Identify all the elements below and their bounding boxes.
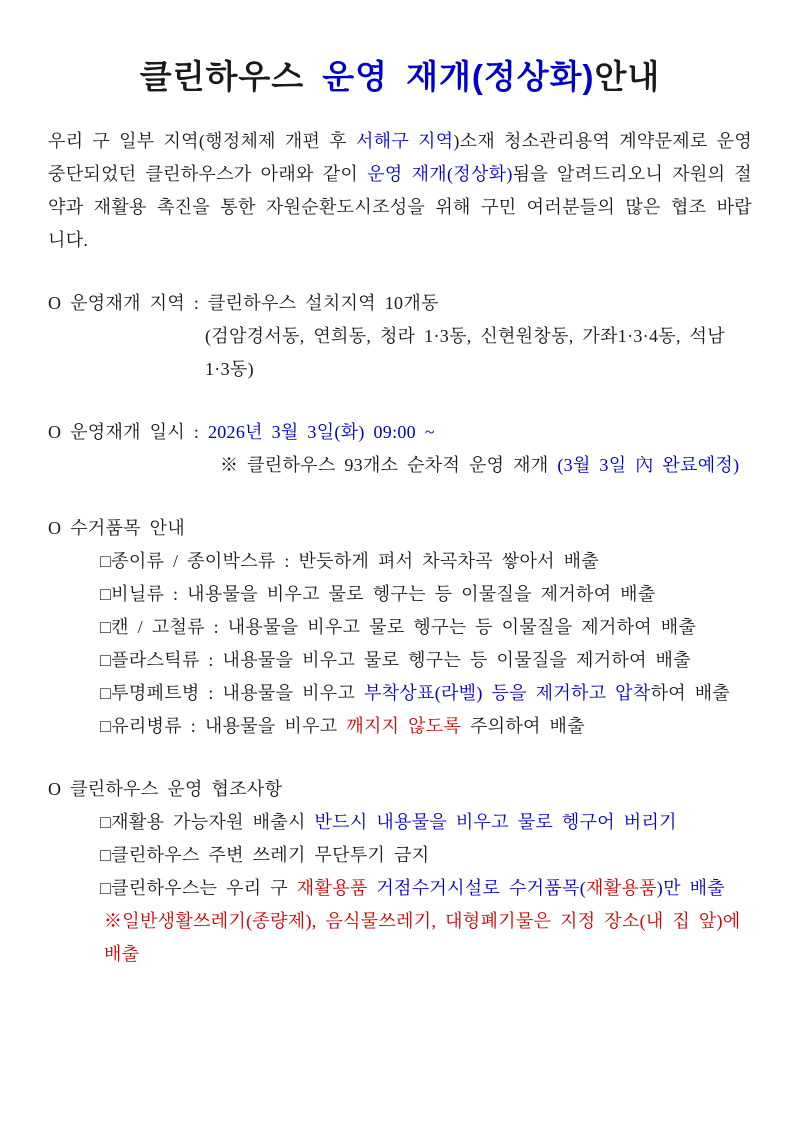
text-segment: O 클린하우스 운영 협조사항: [48, 779, 283, 799]
text-segment: 됨을 알려드리오니 자원의 절약과 재활용 촉진을 통한 자원순환도시조성을 위해 구민 여러분들의 많은 협조 바랍니다.: [48, 164, 752, 250]
document-line: [48, 320, 752, 386]
text-segment: 우리 구 일부 지역(행정체제 개편 후: [48, 131, 356, 151]
document-line: [48, 287, 752, 320]
section-reopen-area: [48, 287, 752, 386]
text-segment: 클린하우스: [139, 58, 323, 95]
document-line: [48, 710, 752, 743]
document-line: [48, 416, 752, 449]
document-line: [48, 773, 752, 806]
text-segment: □캔 / 고철류 : 내용물을 비우고 물로 헹구는 등 이물질을 제거하여 배출: [100, 617, 697, 637]
text-segment: O 수거품목 안내: [48, 518, 186, 538]
text-segment: 깨지지 않도록: [346, 716, 462, 736]
text-segment: 운영 재개(정상화): [322, 58, 595, 95]
text-segment: 주의하여 배출: [461, 716, 585, 736]
text-segment: □유리병류 : 내용물을 비우고: [100, 716, 347, 736]
text-segment: □플라스틱류 : 내용물을 비우고 물로 헹구는 등 이물질을 제거하여 배출: [100, 650, 691, 670]
text-segment: O 운영재개 일시 :: [48, 422, 208, 442]
text-segment: )만 배출: [656, 878, 725, 898]
text-segment: 2026년 3월 3일(화) 09:00 ~: [207, 422, 435, 442]
section-cooperation-notes: [48, 773, 752, 971]
text-segment: □종이류 / 종이박스류 : 반듯하게 펴서 차곡차곡 쌓아서 배출: [100, 551, 599, 571]
text-segment: 부착상표(라벨) 등을 제거하고 압착: [363, 683, 651, 703]
document-line: [48, 449, 752, 482]
text-segment: )소재 청소관리용역 계약문제로 운영 중단되었던 클린하우스가 아래와 같이: [48, 131, 753, 184]
document-line: [48, 872, 752, 905]
text-segment: 거점수거시설로 수거품목(: [376, 878, 587, 898]
section-collection-items: [48, 512, 752, 743]
document-line: [48, 677, 752, 710]
document-line: [48, 806, 752, 839]
text-segment: □비닐류 : 내용물을 비우고 물로 헹구는 등 이물질을 제거하여 배출: [100, 584, 656, 604]
text-segment: □투명페트병 : 내용물을 비우고: [100, 683, 364, 703]
text-segment: □클린하우스 주변 쓰레기 무단투기 금지: [100, 845, 430, 865]
intro-paragraph: [48, 125, 752, 257]
section-reopen-datetime: [48, 416, 752, 482]
text-segment: □클린하우스는 우리 구: [100, 878, 297, 898]
text-segment: ※ 클린하우스 93개소 순차적 운영 재개: [220, 455, 558, 475]
document-line: [48, 644, 752, 677]
document-title: [48, 0, 752, 98]
document-line: [48, 545, 752, 578]
text-segment: (3월 3일 內 완료예정): [557, 455, 740, 475]
text-segment: 안내: [594, 58, 661, 95]
text-segment: (검암경서동, 연희동, 청라 1·3동, 신현원창동, 가좌1·3·4동, 석남 1·3동): [205, 326, 734, 379]
text-segment: 하여 배출: [650, 683, 731, 703]
text-segment: O 운영재개 지역 : 클린하우스 설치지역 10개동: [48, 293, 439, 313]
text-segment: □재활용 가능자원 배출시: [100, 812, 315, 832]
text-segment: 재활용품: [296, 878, 368, 898]
document-line: [48, 839, 752, 872]
document-line: [48, 512, 752, 545]
text-segment: ※일반생활쓰레기(종량제), 음식물쓰레기, 대형폐기물은 지정 장소(내 집 앞)에 배출: [104, 911, 750, 964]
document-line: [48, 611, 752, 644]
text-segment: 반드시 내용물을 비우고 물로 헹구어 버리기: [314, 812, 677, 832]
document-sections: [48, 287, 752, 971]
text-segment: 운영 재개(정상화): [367, 164, 513, 184]
document-line: [48, 905, 752, 971]
text-segment: 재활용품: [586, 878, 657, 898]
text-segment: 서해구 지역: [355, 131, 454, 151]
document-line: [48, 578, 752, 611]
